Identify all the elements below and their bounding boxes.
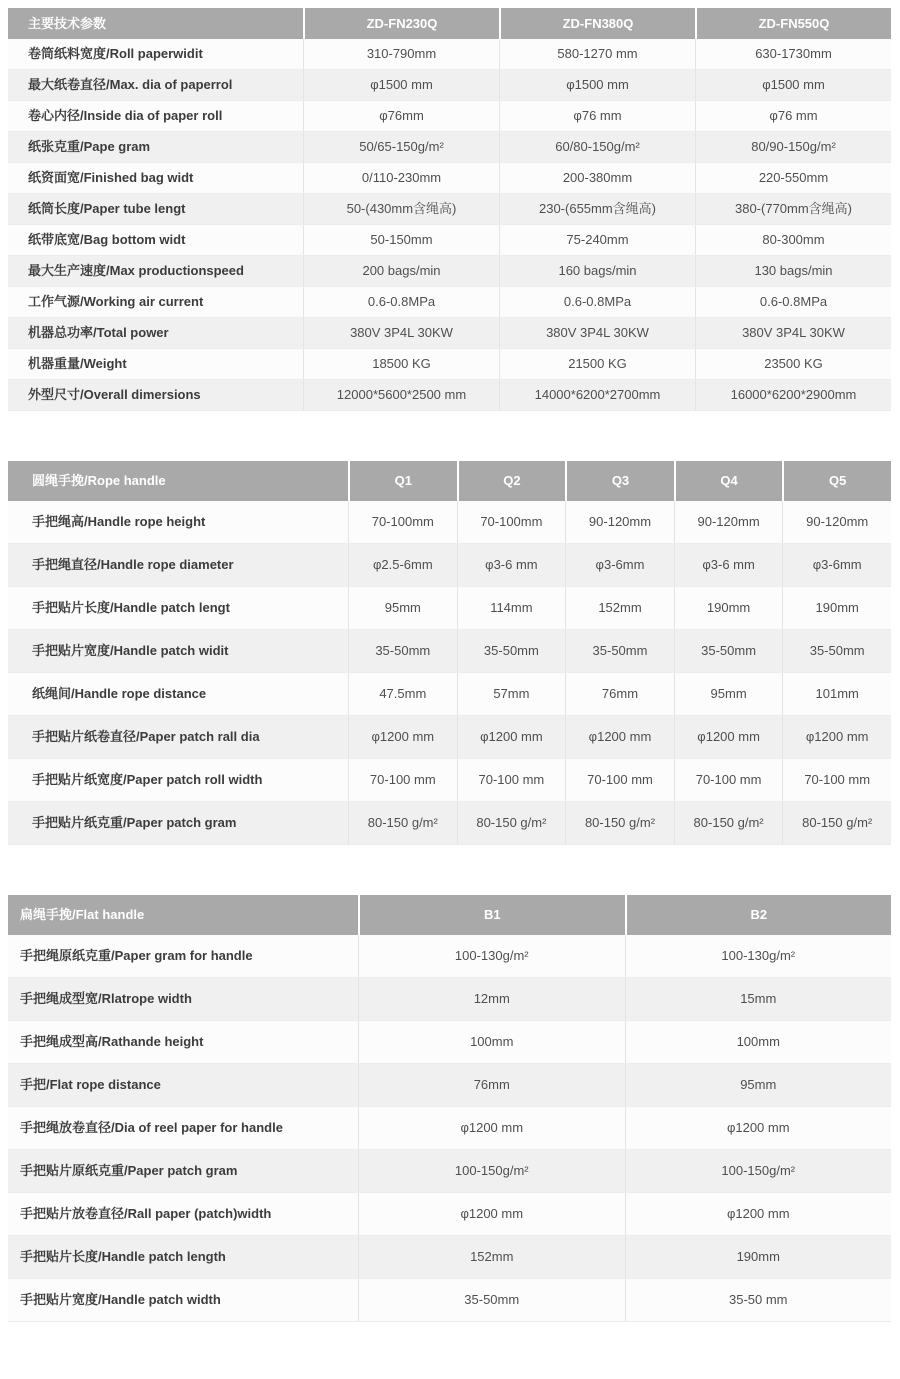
- row-value: 50/65-150g/m²: [303, 132, 499, 162]
- row-value: 80-150 g/m²: [782, 802, 891, 844]
- spec-row: [8, 70, 891, 101]
- row-label: 最大生产速度/Max productionspeed: [28, 263, 244, 279]
- spec-row: [8, 132, 891, 163]
- spec-row: [8, 163, 891, 194]
- row-value: 190mm: [674, 587, 783, 629]
- row-value: φ1200 mm: [358, 1107, 625, 1149]
- row-label: 纸筒长度/Paper tube lengt: [28, 201, 186, 217]
- row-label: 手把贴片宽度/Handle patch width: [20, 1292, 221, 1308]
- spec-row: [8, 673, 891, 716]
- rope-handle-table: [8, 461, 891, 845]
- row-value: 35-50mm: [457, 630, 566, 672]
- row-value: 380V 3P4L 30KW: [499, 318, 695, 348]
- row-value: φ3-6mm: [782, 544, 891, 586]
- row-value: 101mm: [782, 673, 891, 715]
- row-value: φ1500 mm: [499, 70, 695, 100]
- row-label: 手把绳成型宽/Rlatrope width: [20, 991, 192, 1007]
- spec-row: [8, 256, 891, 287]
- row-value: 152mm: [565, 587, 674, 629]
- row-value: φ1500 mm: [303, 70, 499, 100]
- row-value: 70-100 mm: [674, 759, 783, 801]
- spec-row: [8, 802, 891, 845]
- row-value: 76mm: [565, 673, 674, 715]
- row-value: 95mm: [348, 587, 457, 629]
- row-value: 75-240mm: [499, 225, 695, 255]
- spec-row: [8, 587, 891, 630]
- spec-row: [8, 225, 891, 256]
- row-value: 100-130g/m²: [625, 935, 892, 977]
- row-value: φ1200 mm: [565, 716, 674, 758]
- table-header-row: [8, 8, 891, 39]
- row-label: 手把绳成型高/Rathande height: [20, 1034, 204, 1050]
- row-value: 35-50mm: [358, 1279, 625, 1321]
- table-title: 扁绳手挽/Flat handle: [20, 907, 145, 923]
- flat-handle-table: [8, 895, 891, 1322]
- spec-row: [8, 1150, 891, 1193]
- row-label: 纸张克重/Pape gram: [28, 139, 151, 155]
- row-value: φ1200 mm: [674, 716, 783, 758]
- spec-row: [8, 935, 891, 978]
- spec-row: [8, 39, 891, 70]
- row-value: 23500 KG: [695, 349, 891, 379]
- column-header: Q2: [457, 461, 566, 501]
- column-header: Q4: [674, 461, 783, 501]
- spec-row: [8, 287, 891, 318]
- row-value: 21500 KG: [499, 349, 695, 379]
- row-value: 200 bags/min: [303, 256, 499, 286]
- row-label: 手把贴片放卷直径/Rall paper (patch)width: [20, 1206, 272, 1222]
- row-label: 手把贴片长度/Handle patch length: [20, 1249, 226, 1265]
- row-label: 纸资面宽/Finished bag widt: [28, 170, 194, 186]
- column-header: ZD-FN230Q: [303, 8, 499, 39]
- column-header: B2: [625, 895, 892, 935]
- row-label: 手把绳原纸克重/Paper gram for handle: [20, 948, 253, 964]
- row-value: 70-100 mm: [565, 759, 674, 801]
- spec-row: [8, 630, 891, 673]
- column-header: ZD-FN380Q: [499, 8, 695, 39]
- row-value: φ2.5-6mm: [348, 544, 457, 586]
- table-title: 主要技术参数: [28, 15, 107, 31]
- row-value: 35-50mm: [348, 630, 457, 672]
- row-value: 90-120mm: [674, 501, 783, 543]
- spec-row: [8, 1236, 891, 1279]
- row-label: 手把绳放卷直径/Dia of reel paper for handle: [20, 1120, 283, 1136]
- row-value: φ76mm: [303, 101, 499, 131]
- row-value: 12mm: [358, 978, 625, 1020]
- row-value: 35-50 mm: [625, 1279, 892, 1321]
- spec-row: [8, 1279, 891, 1322]
- row-label: 最大纸卷直径/Max. dia of paperrol: [28, 77, 233, 93]
- spec-row: [8, 544, 891, 587]
- spec-row: [8, 1021, 891, 1064]
- row-value: φ1200 mm: [457, 716, 566, 758]
- row-value: 80-150 g/m²: [674, 802, 783, 844]
- row-value: 14000*6200*2700mm: [499, 380, 695, 410]
- row-label: 手把绳直径/Handle rope diameter: [32, 557, 234, 573]
- row-label: 手把贴片原纸克重/Paper patch gram: [20, 1163, 238, 1179]
- row-label: 手把贴片纸宽度/Paper patch roll width: [32, 772, 263, 788]
- spec-row: [8, 716, 891, 759]
- row-label: 手把贴片长度/Handle patch lengt: [32, 600, 230, 616]
- row-value: 310-790mm: [303, 39, 499, 69]
- column-header: Q1: [348, 461, 457, 501]
- spec-row: [8, 1064, 891, 1107]
- row-value: 630-1730mm: [695, 39, 891, 69]
- row-label: 手把/Flat rope distance: [20, 1077, 161, 1093]
- row-value: 90-120mm: [565, 501, 674, 543]
- row-value: 70-100 mm: [348, 759, 457, 801]
- row-value: φ76 mm: [499, 101, 695, 131]
- spec-row: [8, 978, 891, 1021]
- row-value: 0.6-0.8MPa: [303, 287, 499, 317]
- row-value: 200-380mm: [499, 163, 695, 193]
- row-label: 手把贴片纸卷直径/Paper patch rall dia: [32, 729, 260, 745]
- row-value: 15mm: [625, 978, 892, 1020]
- row-value: 100-150g/m²: [358, 1150, 625, 1192]
- spec-row: [8, 349, 891, 380]
- row-value: φ1200 mm: [625, 1193, 892, 1235]
- row-value: 580-1270 mm: [499, 39, 695, 69]
- row-value: 0/110-230mm: [303, 163, 499, 193]
- row-value: φ1500 mm: [695, 70, 891, 100]
- row-value: φ3-6mm: [565, 544, 674, 586]
- row-value: 90-120mm: [782, 501, 891, 543]
- row-value: φ3-6 mm: [457, 544, 566, 586]
- row-value: 220-550mm: [695, 163, 891, 193]
- column-header: ZD-FN550Q: [695, 8, 891, 39]
- row-value: 70-100mm: [348, 501, 457, 543]
- row-value: 76mm: [358, 1064, 625, 1106]
- row-value: 70-100 mm: [782, 759, 891, 801]
- row-value: 100-150g/m²: [625, 1150, 892, 1192]
- row-label: 手把绳高/Handle rope height: [32, 514, 206, 530]
- row-value: 190mm: [625, 1236, 892, 1278]
- row-value: 50-150mm: [303, 225, 499, 255]
- row-value: 80-300mm: [695, 225, 891, 255]
- row-label: 卷心内径/Inside dia of paper roll: [28, 108, 223, 124]
- spec-row: [8, 318, 891, 349]
- row-value: 380V 3P4L 30KW: [303, 318, 499, 348]
- row-value: 114mm: [457, 587, 566, 629]
- row-value: 80-150 g/m²: [348, 802, 457, 844]
- row-value: 80-150 g/m²: [565, 802, 674, 844]
- row-label: 机器总功率/Total power: [28, 325, 169, 341]
- row-label: 外型尺寸/Overall dimersions: [28, 387, 201, 403]
- row-value: 190mm: [782, 587, 891, 629]
- row-value: φ76 mm: [695, 101, 891, 131]
- row-value: 35-50mm: [674, 630, 783, 672]
- table-header-row: [8, 461, 891, 501]
- row-label: 机器重量/Weight: [28, 356, 127, 372]
- row-value: 230-(655mm含绳高): [499, 194, 695, 224]
- row-label: 手把贴片宽度/Handle patch widit: [32, 643, 229, 659]
- row-value: 12000*5600*2500 mm: [303, 380, 499, 410]
- spec-row: [8, 501, 891, 544]
- row-value: 0.6-0.8MPa: [695, 287, 891, 317]
- spec-row: [8, 380, 891, 411]
- column-header: Q5: [782, 461, 891, 501]
- row-value: φ3-6 mm: [674, 544, 783, 586]
- row-value: 70-100mm: [457, 501, 566, 543]
- row-value: 80/90-150g/m²: [695, 132, 891, 162]
- column-header: Q3: [565, 461, 674, 501]
- row-value: φ1200 mm: [782, 716, 891, 758]
- row-value: φ1200 mm: [358, 1193, 625, 1235]
- row-value: 100mm: [358, 1021, 625, 1063]
- main-specs-table: [8, 8, 891, 411]
- row-value: 130 bags/min: [695, 256, 891, 286]
- row-label: 纸带底宽/Bag bottom widt: [28, 232, 186, 248]
- row-label: 手把贴片纸克重/Paper patch gram: [32, 815, 237, 831]
- row-label: 工作气源/Working air current: [28, 294, 204, 310]
- row-value: 60/80-150g/m²: [499, 132, 695, 162]
- row-value: 35-50mm: [782, 630, 891, 672]
- row-value: 16000*6200*2900mm: [695, 380, 891, 410]
- row-value: 0.6-0.8MPa: [499, 287, 695, 317]
- table-title: 圆绳手挽/Rope handle: [32, 473, 166, 489]
- row-value: 152mm: [358, 1236, 625, 1278]
- spec-row: [8, 101, 891, 132]
- row-value: 95mm: [625, 1064, 892, 1106]
- spec-row: [8, 759, 891, 802]
- spec-row: [8, 1107, 891, 1150]
- row-value: 380V 3P4L 30KW: [695, 318, 891, 348]
- row-value: 50-(430mm含绳高): [303, 194, 499, 224]
- row-value: 70-100 mm: [457, 759, 566, 801]
- row-value: 57mm: [457, 673, 566, 715]
- row-label: 纸绳间/Handle rope distance: [32, 686, 207, 702]
- spec-row: [8, 1193, 891, 1236]
- row-value: 18500 KG: [303, 349, 499, 379]
- row-value: 100-130g/m²: [358, 935, 625, 977]
- column-header: B1: [358, 895, 625, 935]
- row-value: φ1200 mm: [625, 1107, 892, 1149]
- row-value: 35-50mm: [565, 630, 674, 672]
- spec-row: [8, 194, 891, 225]
- row-value: 160 bags/min: [499, 256, 695, 286]
- row-value: 95mm: [674, 673, 783, 715]
- table-header-row: [8, 895, 891, 935]
- row-value: 80-150 g/m²: [457, 802, 566, 844]
- row-value: 100mm: [625, 1021, 892, 1063]
- row-value: φ1200 mm: [348, 716, 457, 758]
- row-value: 47.5mm: [348, 673, 457, 715]
- row-value: 380-(770mm含绳高): [695, 194, 891, 224]
- row-label: 卷筒纸料宽度/Roll paperwidit: [28, 46, 203, 62]
